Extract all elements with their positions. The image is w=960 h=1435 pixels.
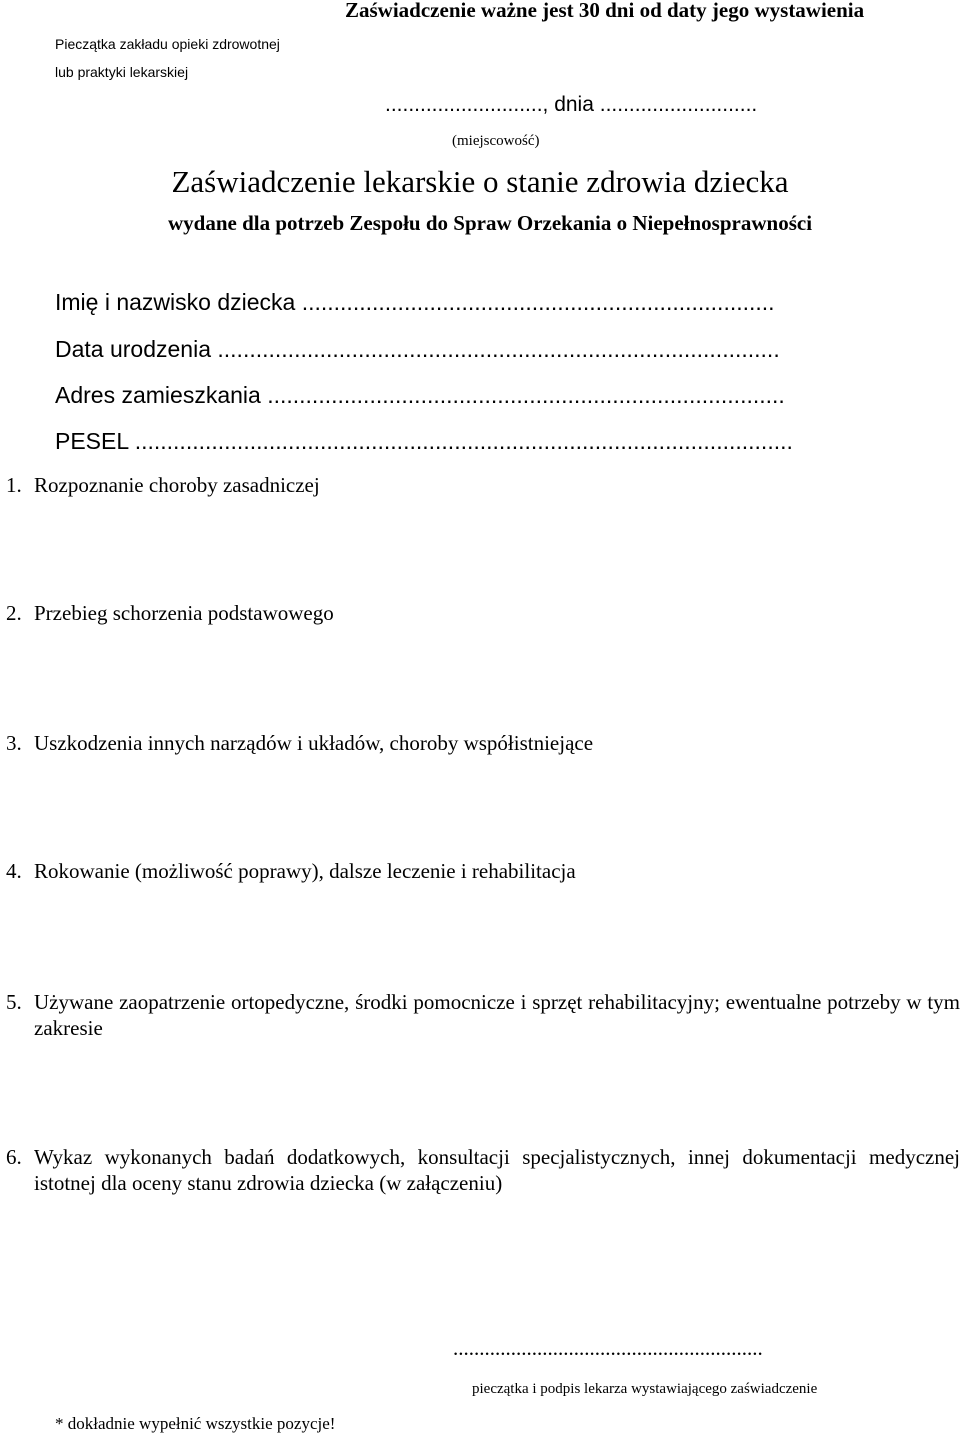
- document-subtitle: wydane dla potrzeb Zespołu do Spraw Orzekania o Niepełnosprawności: [167, 211, 813, 235]
- section-4-prognosis: [6, 859, 576, 884]
- section-number: 3.: [6, 731, 22, 755]
- signature-caption: pieczątka i podpis lekarza wystawiającego zaświadczenie: [472, 1381, 818, 1397]
- signature-line[interactable]: ...........................................................: [453, 1336, 763, 1360]
- validity-note: Zaświadczenie ważne jest 30 dni od daty jego wystawienia: [345, 0, 865, 22]
- stamp-label-line2: lub praktyki lekarskiej: [55, 64, 189, 80]
- section-heading: Rokowanie (możliwość poprawy), dalsze leczenie i rehabilitacja: [34, 859, 576, 883]
- birth-date-field[interactable]: Data urodzenia ........................................................................................: [55, 336, 780, 362]
- section-2-course: [6, 601, 334, 626]
- pesel-field[interactable]: PESEL .......................................................................................................: [55, 428, 793, 454]
- section-1-diagnosis: [6, 473, 320, 498]
- document-title: Zaświadczenie lekarskie o stanie zdrowia dziecka: [171, 164, 789, 199]
- section-heading: Przebieg schorzenia podstawowego: [34, 601, 334, 625]
- section-3-comorbidities: [6, 731, 593, 756]
- section-heading: Używane zaopatrzenie ortopedyczne, środki pomocnicze i sprzęt rehabilitacyjny; ewentualne potrzeby w tym zakresie: [34, 990, 960, 1040]
- address-field[interactable]: Adres zamieszkania .................................................................................: [55, 382, 785, 408]
- section-number: 1.: [6, 473, 22, 497]
- place-caption: (miejscowość): [452, 133, 540, 149]
- place-date-field[interactable]: ..........................., dnia ...........................: [385, 93, 758, 116]
- section-number: 4.: [6, 859, 22, 883]
- stamp-label-line1: Pieczątka zakładu opieki zdrowotnej: [55, 36, 280, 52]
- footnote: * dokładnie wypełnić wszystkie pozycje!: [55, 1414, 336, 1433]
- section-6-examinations: [6, 1144, 960, 1196]
- section-number: 5.: [6, 990, 22, 1014]
- child-name-field[interactable]: Imię i nazwisko dziecka ..........................................................................: [55, 289, 775, 315]
- section-5-equipment: [6, 989, 960, 1041]
- section-heading: Rozpoznanie choroby zasadniczej: [34, 473, 320, 497]
- section-number: 2.: [6, 601, 22, 625]
- section-heading: Wykaz wykonanych badań dodatkowych, konsultacji specjalistycznych, innej dokumentacji medycznej istotnej dla oceny stanu zdrowia dziecka (w załączeniu): [34, 1145, 960, 1195]
- section-number: 6.: [6, 1145, 22, 1169]
- section-heading: Uszkodzenia innych narządów i układów, choroby współistniejące: [34, 731, 594, 755]
